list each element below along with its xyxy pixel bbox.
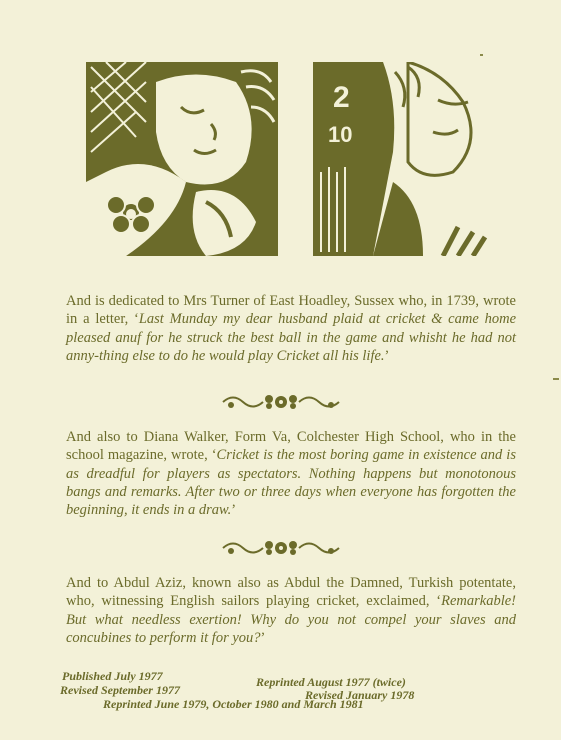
illustration-embrace <box>86 62 278 256</box>
paragraph-intro: And also to Diana Walker, Form Va, Colchester High School, who in the school magazine, wrote, ‘ <box>66 429 516 464</box>
ornament-divider <box>0 391 561 418</box>
paragraph-close: ’ <box>384 347 390 364</box>
paragraph-intro: And is dedicated to Mrs Turner of East Hoadley, Sussex who, in 1739, wrote in a letter, ‘ <box>66 293 516 328</box>
floral-ornament-icon <box>219 537 343 559</box>
illustration-cricketer <box>313 62 505 256</box>
paragraph-quote: Cricket is the most boring game in existence and is as dreadful for players as spectators. Nothing happens but monotonous bangs and remarks. After two or three days when everyone has forgotten the beginning, it ends in a draw. <box>66 447 516 519</box>
published-date: Published July 1977 <box>62 669 163 683</box>
paragraph-quote: Last Munday my dear husband plaid at cricket & came home pleased anuf for he struck the best ball in the game and whisht he had not anny-thing else to do he would play Cricket all his life. <box>66 311 517 364</box>
reprinted-later: Reprinted June 1979, October 1980 and March 1981 <box>103 697 364 711</box>
revised-january: Revised January 1978 <box>305 688 415 702</box>
floral-ornament-icon <box>219 391 343 413</box>
revised-september: Revised September 1977 <box>60 683 180 697</box>
paragraph-intro: And to Abdul Aziz, known also as Abdul the Damned, Turkish potentate, who, witnessing English sailors playing cricket, exclaimed, ‘ <box>66 575 516 610</box>
embrace-drawing <box>86 62 278 256</box>
dedication-diana-walker <box>66 428 516 519</box>
paragraph-close: ’ <box>260 629 266 646</box>
dedication-mrs-turner <box>66 292 516 365</box>
paragraph-close: ’ <box>231 502 237 519</box>
ornament-divider <box>0 537 561 564</box>
cricketer-drawing <box>313 62 505 256</box>
paper-speck <box>480 54 483 56</box>
number-2: 2 <box>333 81 350 114</box>
reprinted-august: Reprinted August 1977 (twice) <box>256 675 406 689</box>
paper-speck <box>553 378 559 380</box>
number-10: 10 <box>328 122 353 147</box>
paragraph-quote: Remarkable! But what needless exertion! Why do you not compel your slaves and concubines to perform it for you? <box>66 593 516 646</box>
dedication-abdul-aziz <box>66 574 516 647</box>
